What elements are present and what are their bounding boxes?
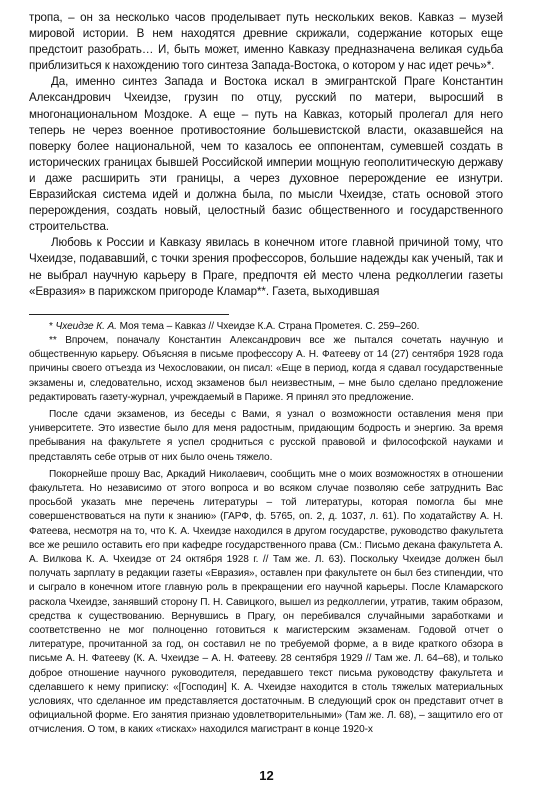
footnote-1-marker: * — [49, 320, 56, 332]
paragraph-3: Любовь к России и Кавказу явилась в конечном итоге главной причиной тому, что Чхеидзе, подававший, с точки зрения профессоров, большие надежды как ученый, так и не выбрал научную карьеру в Праге, предпочтя ей место члена редколлегии газеты «Евразия» в парижском пригороде Кламар**. Газета, выходившая — [29, 236, 503, 298]
footnotes — [29, 320, 503, 738]
footnote-2-part-2: После сдачи экзаменов, из беседы с Вами, я узнал о возможности оставления меня при университете. Это известие было для меня радостным, придающим бодрость и энергию. За время пребывания на факультете я успел сродниться с русской правовой и философской науками и представлять себе отрыв от них было очень тяжело. — [29, 408, 503, 463]
footnote-1-author: Чхеидзе К. А. — [55, 320, 117, 332]
footnote-divider — [29, 314, 229, 315]
paragraph-1: тропа, – он за несколько часов проделывает путь нескольких веков. Кавказ – музей мировой истории. В нем находятся древние скрижали, содержание которых еще предстоит разобрать… И, быть может, именно Кавказу предназначена великая судьба приблизиться к нахождению того синтеза Запада-Востока, о котором у нас идет речь»*. — [29, 11, 503, 73]
main-text — [29, 10, 503, 300]
footnote-2-part-1: ** Впрочем, поначалу Константин Александрович все же пытался сочетать научную и общественную карьеру. Объясняя в письме профессору А. Н. Фатееву от 14 (27) сентября 1928 года причины своего отъезда из Чехословакии, он писал: «Еще в период, когда я сдавал государственные экзамены и, следовательно, исход экзаменов был неизвестным, – мне было сделано предложение редактировать газету-журнал, учреждаемый в Париже. Я принял это предложение. — [29, 334, 503, 403]
footnote-1-text: Моя тема – Кавказ // Чхеидзе К.А. Страна Прометея. С. 259–260. — [116, 320, 420, 332]
footnote-1 — [29, 320, 503, 334]
page-number: 12 — [259, 768, 274, 783]
footnote-2-part-3: Покорнейше прошу Вас, Аркадий Николаевич, сообщить мне о моих возможностях в отношении факультета. Но независимо от этого вопроса и во всяком случае позволяю себе затруднить Вас просьбой указать мне перечень литературы – той литературы, которая помогла бы мне совершенствоваться на пути к знанию» (ГАРФ, ф. 5765, оп. 2, д. 1037, л. 61). По ходатайству А. Н. Фатеева, несмотря на то, что К. А. Чхеидзе находился в другом государстве, руководство факультета все же решило оставить его при кафедре государственного права (См.: Письмо декана факультета А. А. Вилкова К. А. Чхеидзе от 24 октября 1928 г. // Там же. Л. 63). Поскольку Чхеидзе должен был получать зарплату в редакции газеты «Евразия», оставлен при факультете он был без стипендии, что и сыграло в конечном итоге главную роль в прекращении его научной карьеры. После Кламарского раскола Чхеидзе, занявший сторону П. Н. Савицкого, вышел из редколлегии, утратив, таким образом, средства к существованию. Вернувшись в Прагу, он перебивался случайными заработками и соответственно не мог полноценно готовиться к магистерским экзаменам. Годовой отчет о литературе, прочитанной за год, он составил не по требуемой форме, а в виде краткого обзора в письме А. Н. Фатееву (К. А. Чхеидзе – А. Н. Фатееву. 28 сентября 1929 // Там же. Л. 64–68), и только доброе отношение научного руководителя, передавшего текст письма руководству факультета и сделавшего к нему приписку: «[Господин] К. А. Чхеидзе находится в столь тяжелых материальных условиях, что сделанное им представляется достаточным. В следующий срок он представит отчет в официальной форме. Его занятия признаю удовлетворительными» (Там же. Л. 68), – защитило его от отчисления. О том, в каких «тисках» находился магистрант в конце 1920-х — [29, 468, 503, 736]
paragraph-2: Да, именно синтез Запада и Востока искал в эмигрантской Праге Константин Александрович Чхеидзе, грузин по отцу, русский по матери, выросший в многонациональном Моздоке. А еще – путь на Кавказ, который пролегал для него теперь не через военное противостояние большевистской власти, оказавшейся на поверку более национальной, чем то казалось ее оппонентам, сумевшей создать в исторических границах бывшей Российской империи мощную геополитическую державу и даже расширить эти границы, а через духовное перерождение ее изнутри. Евразийская система идей и должна была, по мысли Чхеидзе, стать основой этого перерождения, создать новый, целостный базис общественного и государственного строительства. — [29, 75, 503, 234]
